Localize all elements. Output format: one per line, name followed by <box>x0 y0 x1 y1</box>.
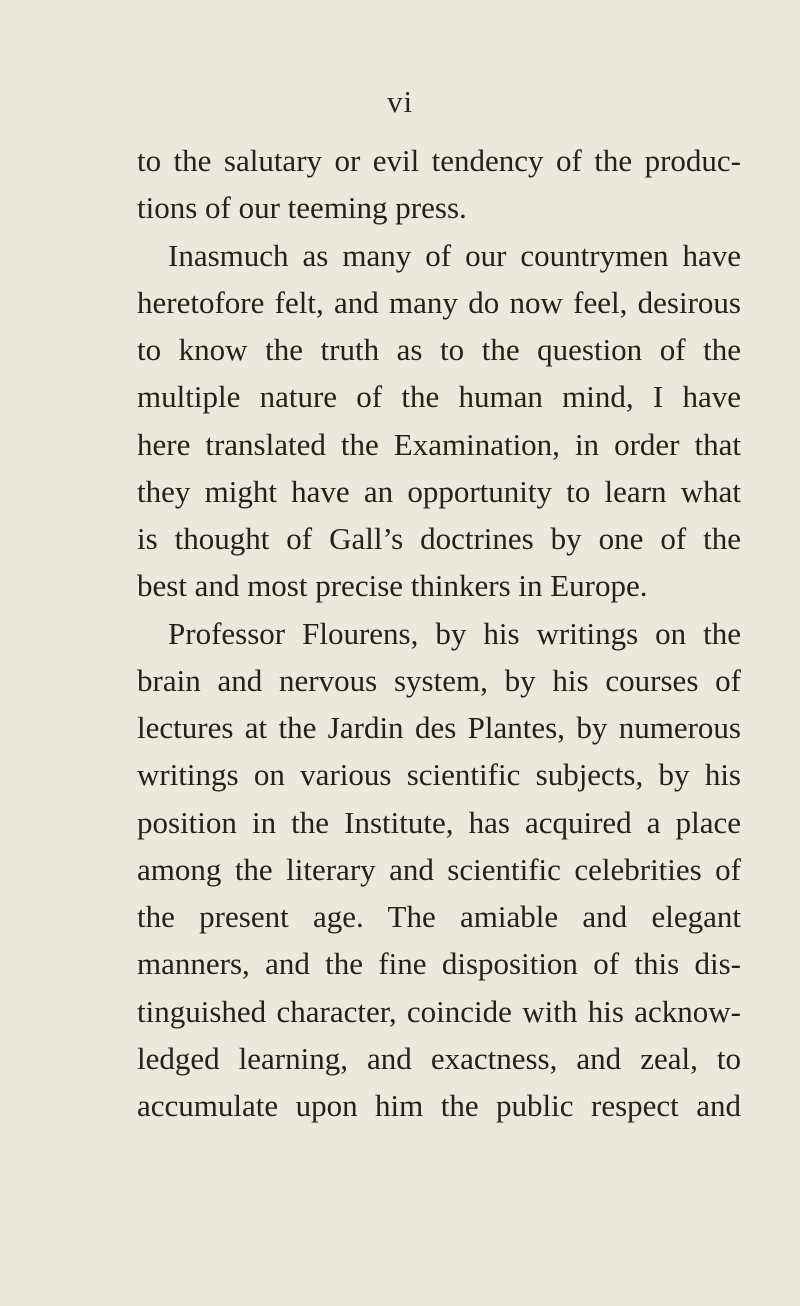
text-line: best and most precise thinkers in Europe. <box>137 568 648 604</box>
text-line: tions of our teeming press. <box>137 190 467 226</box>
text-line: among the literary and scientific celebrities of <box>137 851 741 887</box>
page-number: vi <box>386 84 414 119</box>
text-line: manners, and the fine disposition of this dis- <box>137 946 741 982</box>
text-line: is thought of Gall’s doctrines by one of the <box>137 521 741 556</box>
text-line: to know the truth as to the question of the <box>137 332 741 367</box>
text-line: multiple nature of the human mind, I have <box>137 379 741 415</box>
text-line: writings on various scientific subjects, by his <box>137 757 741 793</box>
body-text <box>137 137 741 1129</box>
text-line: accumulate upon him the public respect and <box>137 1088 741 1123</box>
text-line: they might have an opportunity to learn what <box>137 473 741 509</box>
text-line: position in the Institute, has acquired a place <box>137 804 741 840</box>
text-line: the present age. The amiable and elegant <box>137 899 741 934</box>
text-line: tinguished character, coincide with his acknow- <box>137 993 741 1029</box>
text-line: lectures at the Jardin des Plantes, by numerous <box>137 710 741 745</box>
text-line: Professor Flourens, by his writings on the <box>168 615 741 651</box>
text-line: to the salutary or evil tendency of the produc- <box>137 143 741 178</box>
text-line: Inasmuch as many of our countrymen have <box>168 237 741 273</box>
text-line: brain and nervous system, by his courses of <box>137 662 741 698</box>
text-line: ledged learning, and exactness, and zeal, to <box>137 1040 741 1076</box>
text-line: here translated the Examination, in order that <box>137 426 741 462</box>
text-line: heretofore felt, and many do now feel, desirous <box>137 284 741 320</box>
